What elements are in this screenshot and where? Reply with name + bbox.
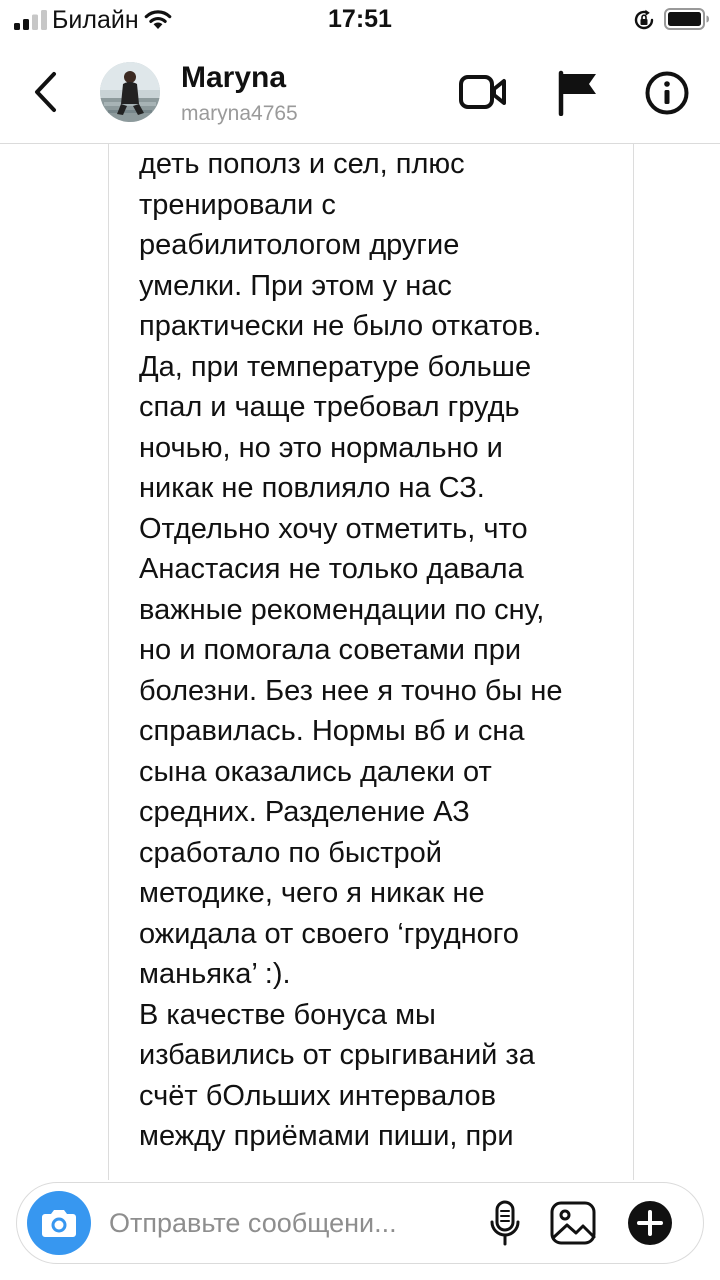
message-line: умелки. При этом у нас — [139, 269, 452, 302]
message-line: средних. Разделение АЗ — [139, 796, 470, 828]
message-line: В качестве бонуса мы — [139, 998, 436, 1031]
message-line: сына оказались далеки от — [139, 755, 492, 788]
plus-icon[interactable] — [627, 1200, 673, 1246]
status-bar — [0, 0, 720, 44]
message-line: деть пополз и сел, плюс — [139, 148, 465, 180]
message-line: Отдельно хочу отметить, что — [139, 512, 528, 545]
message-bubble[interactable] — [108, 144, 634, 1180]
message-line: ночью, но это нормально и — [139, 431, 503, 464]
message-input[interactable] — [109, 1201, 469, 1245]
message-line: между приёмами пиши, при — [139, 1120, 514, 1152]
chat-title[interactable]: Maryna — [181, 61, 287, 94]
message-line: тренировали с — [139, 188, 336, 221]
gallery-icon[interactable] — [549, 1199, 597, 1247]
rotation-lock-icon — [632, 8, 656, 32]
status-time: 17:51 — [328, 5, 392, 33]
message-line: избавились от срыгиваний за — [139, 1039, 535, 1071]
message-line: практически не было откатов. — [139, 310, 542, 342]
message-line: Да, при температуре больше — [139, 350, 532, 383]
carrier-name: Билайн — [52, 6, 139, 34]
camera-icon — [27, 1191, 91, 1255]
message-line: маньяка’ :). — [139, 958, 291, 990]
message-line: реабилитологом другие — [139, 229, 460, 261]
message-line: спал и чаще требовал грудь — [139, 391, 520, 423]
message-line: справилась. Нормы вб и сна — [139, 715, 525, 747]
message-line: Анастасия не только давала — [139, 553, 524, 585]
camera-button[interactable] — [27, 1191, 91, 1255]
chat-header — [0, 44, 720, 144]
battery-icon — [664, 8, 710, 30]
info-icon[interactable] — [644, 70, 690, 116]
message-line: никак не повлияло на СЗ. — [139, 472, 485, 504]
microphone-icon[interactable] — [487, 1199, 523, 1247]
message-line: важные рекомендации по сну, — [139, 593, 545, 626]
message-line: сработало по быстрой — [139, 836, 442, 869]
message-composer — [16, 1182, 704, 1264]
video-call-icon[interactable] — [458, 72, 508, 112]
flag-icon[interactable] — [556, 70, 600, 116]
avatar[interactable] — [100, 62, 160, 122]
chevron-left-icon[interactable] — [28, 70, 64, 114]
message-text — [139, 144, 609, 1157]
message-line: счёт бОльших интервалов — [139, 1079, 497, 1112]
message-line: но и помогала советами при — [139, 634, 522, 666]
message-thread[interactable] — [0, 144, 720, 1180]
message-line: ожидала от своего ‘грудного — [139, 917, 519, 950]
message-line: методике, чего я никак не — [139, 877, 485, 909]
username-subtitle: maryna4765 — [181, 102, 298, 125]
avatar-image — [100, 62, 160, 122]
message-line: болезни. Без нее я точно бы не — [139, 674, 563, 707]
